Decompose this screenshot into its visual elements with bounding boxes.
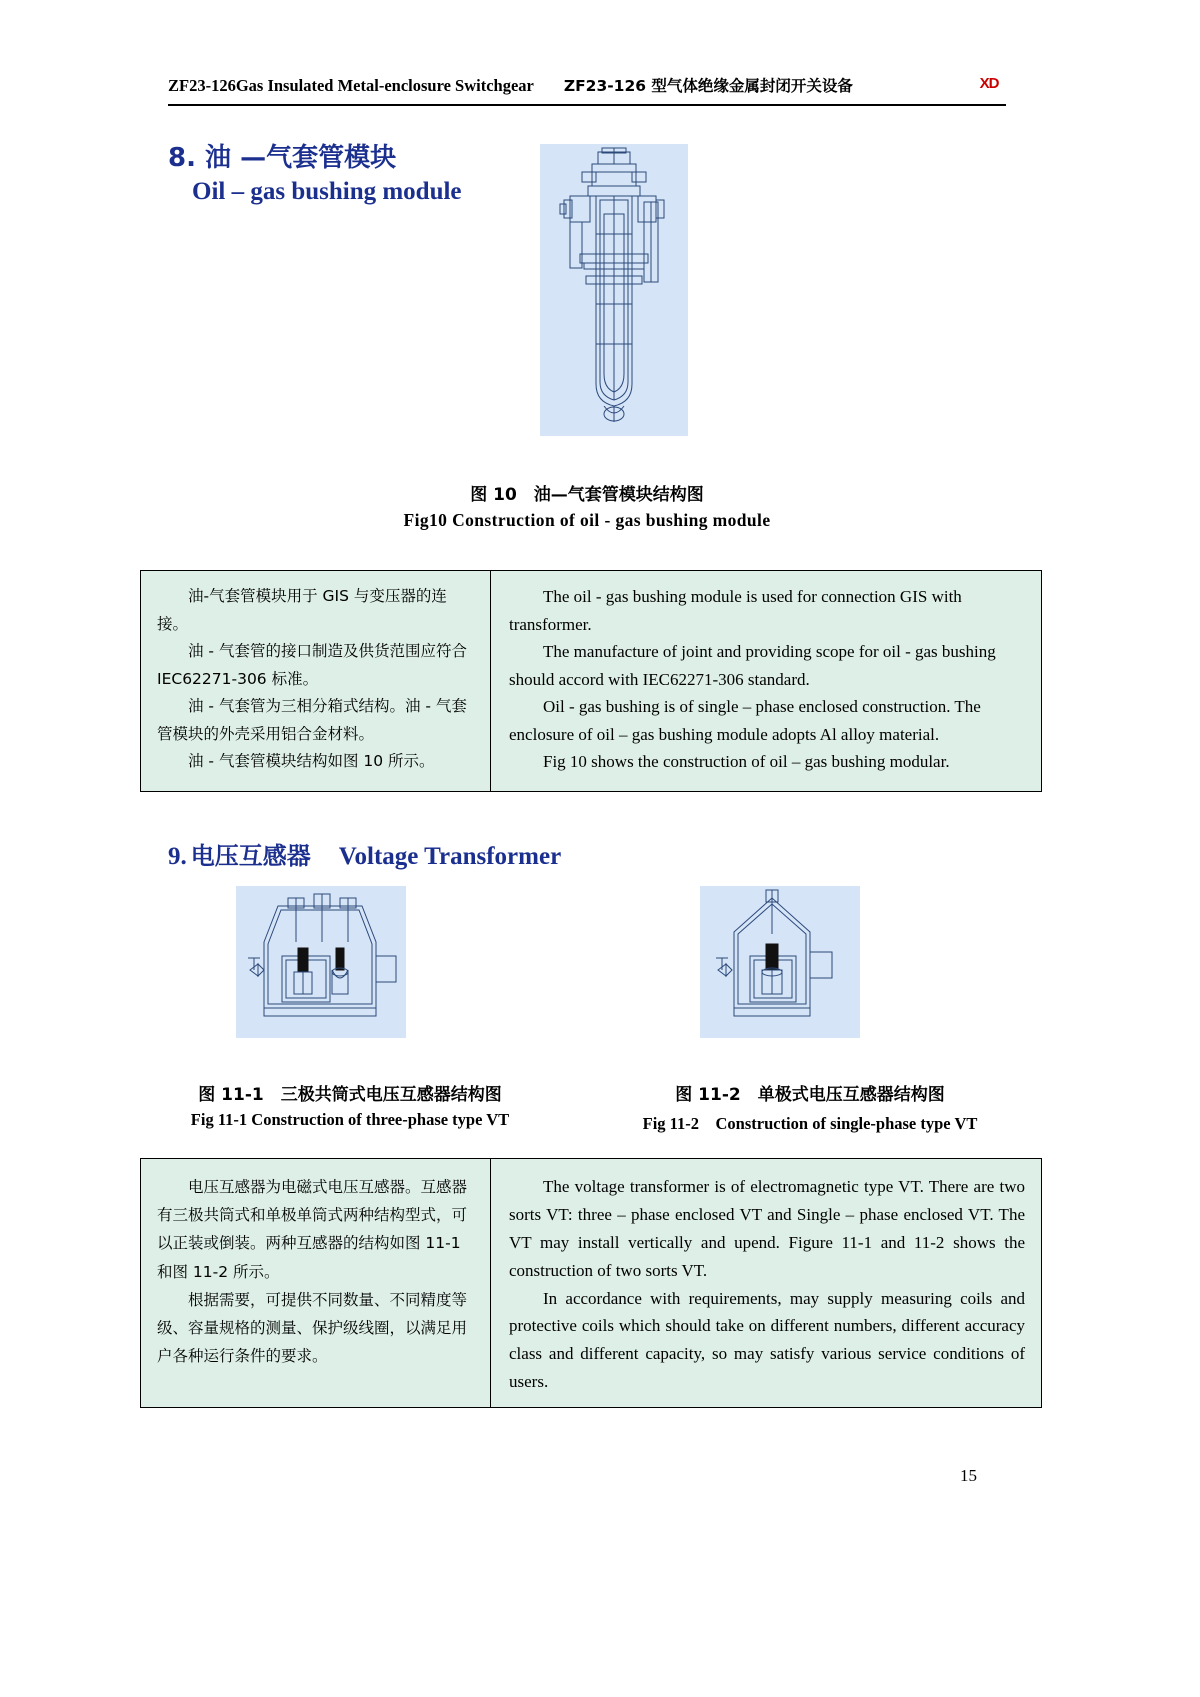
section-9-text-table [140,1158,1042,1408]
oil-gas-bushing-drawing [540,144,688,436]
figure-10-caption-cn: 图 10 油—气套管模块结构图 [470,485,704,505]
figure-11-1-image [236,886,406,1038]
figure-10-caption-en: Fig10 Construction of oil - gas bushing module [403,510,771,530]
section-9-text-en [491,1159,1041,1407]
section-9-number: 9. [168,843,187,870]
header-title [168,74,853,96]
section-8-text-table [140,570,1042,792]
section-9-cn-p1: 电压互感器为电磁式电压互感器。互感器有三极共筒式和单极单筒式两种结构型式，可以正装或倒装。两种互感器的结构如图 11-1 和图 11-2 所示。 [157,1178,468,1281]
header-rule [168,104,1006,106]
section-9-en-p1: The voltage transformer is of electromagnetic type VT. There are two sorts VT: three – phase enclosed VT and Single – phase enclosed VT. The VT may install vertically and upend. Figure 11-1 and 11-2 shows the construction of two sorts VT. [509,1177,1025,1280]
section-8-en-p1: The oil - gas bushing module is used for connection GIS with transformer. [509,587,962,634]
page-header [168,72,1006,106]
section-9-cn-p2: 根据需要，可提供不同数量、不同精度等级、容量规格的测量、保护级线圈，以满足用户各种运行条件的要求。 [157,1290,468,1366]
figure-10-image [540,144,688,436]
section-8-en-p3: Oil - gas bushing is of single – phase enclosed construction. The enclosure of oil – gas bushing module adopts Al alloy material. [509,697,981,744]
section-8-text-en [491,571,1041,791]
logo-text: XD [979,74,999,92]
page-number: 15 [960,1466,977,1485]
figure-11-2-caption-en: Fig 11-2 Construction of single-phase type VT [642,1114,978,1133]
section-9-en-p2: In accordance with requirements, may supply measuring coils and protective coils which should take on different numbers, different accuracy class and different capacity, so may satisfy various service conditions of users. [509,1288,1025,1392]
header-title-en: ZF23-126Gas Insulated Metal-enclosure Switchgear [168,76,534,95]
section-8-cn-p2: 油 - 气套管的接口制造及供货范围应符合 IEC62271-306 标准。 [157,642,467,688]
section-9-heading-en: Voltage Transformer [338,843,562,870]
section-9-text-cn [141,1159,491,1407]
section-8-en-p4: Fig 10 shows the construction of oil – gas bushing modular. [543,752,950,772]
figure-11-1-caption-en: Fig 11-1 Construction of three-phase type VT [190,1110,510,1129]
section-8-cn-p4: 油 - 气套管模块结构如图 10 所示。 [188,752,435,771]
figure-11-1-caption-cn: 图 11-1 三极共筒式电压互感器结构图 [198,1085,502,1105]
header-title-cn: ZF23-126 型气体绝缘金属封闭开关设备 [563,77,853,95]
section-8-cn-p3: 油 - 气套管为三相分箱式结构。油 - 气套管模块的外壳采用铝合金材料。 [157,697,467,743]
single-phase-vt-drawing [700,886,860,1038]
section-9-heading [168,836,561,871]
section-8-en-p2: The manufacture of joint and providing scope for oil - gas bushing should accord with IEC62271-306 standard. [509,642,996,689]
section-8-cn-p1: 油-气套管模块用于 GIS 与变压器的连接。 [157,587,447,633]
figure-11-2-image [700,886,860,1038]
section-8-heading-cn: 8. 油 —气套管模块 [168,143,397,173]
section-8-heading-en: Oil – gas bushing module [192,178,462,205]
three-phase-vt-drawing [236,886,406,1038]
figure-11-2-caption-cn: 图 11-2 单极式电压互感器结构图 [675,1085,945,1105]
section-8-text-cn [141,571,491,791]
company-logo [972,72,1006,94]
section-9-heading-cn: 电压互感器 [190,842,311,870]
